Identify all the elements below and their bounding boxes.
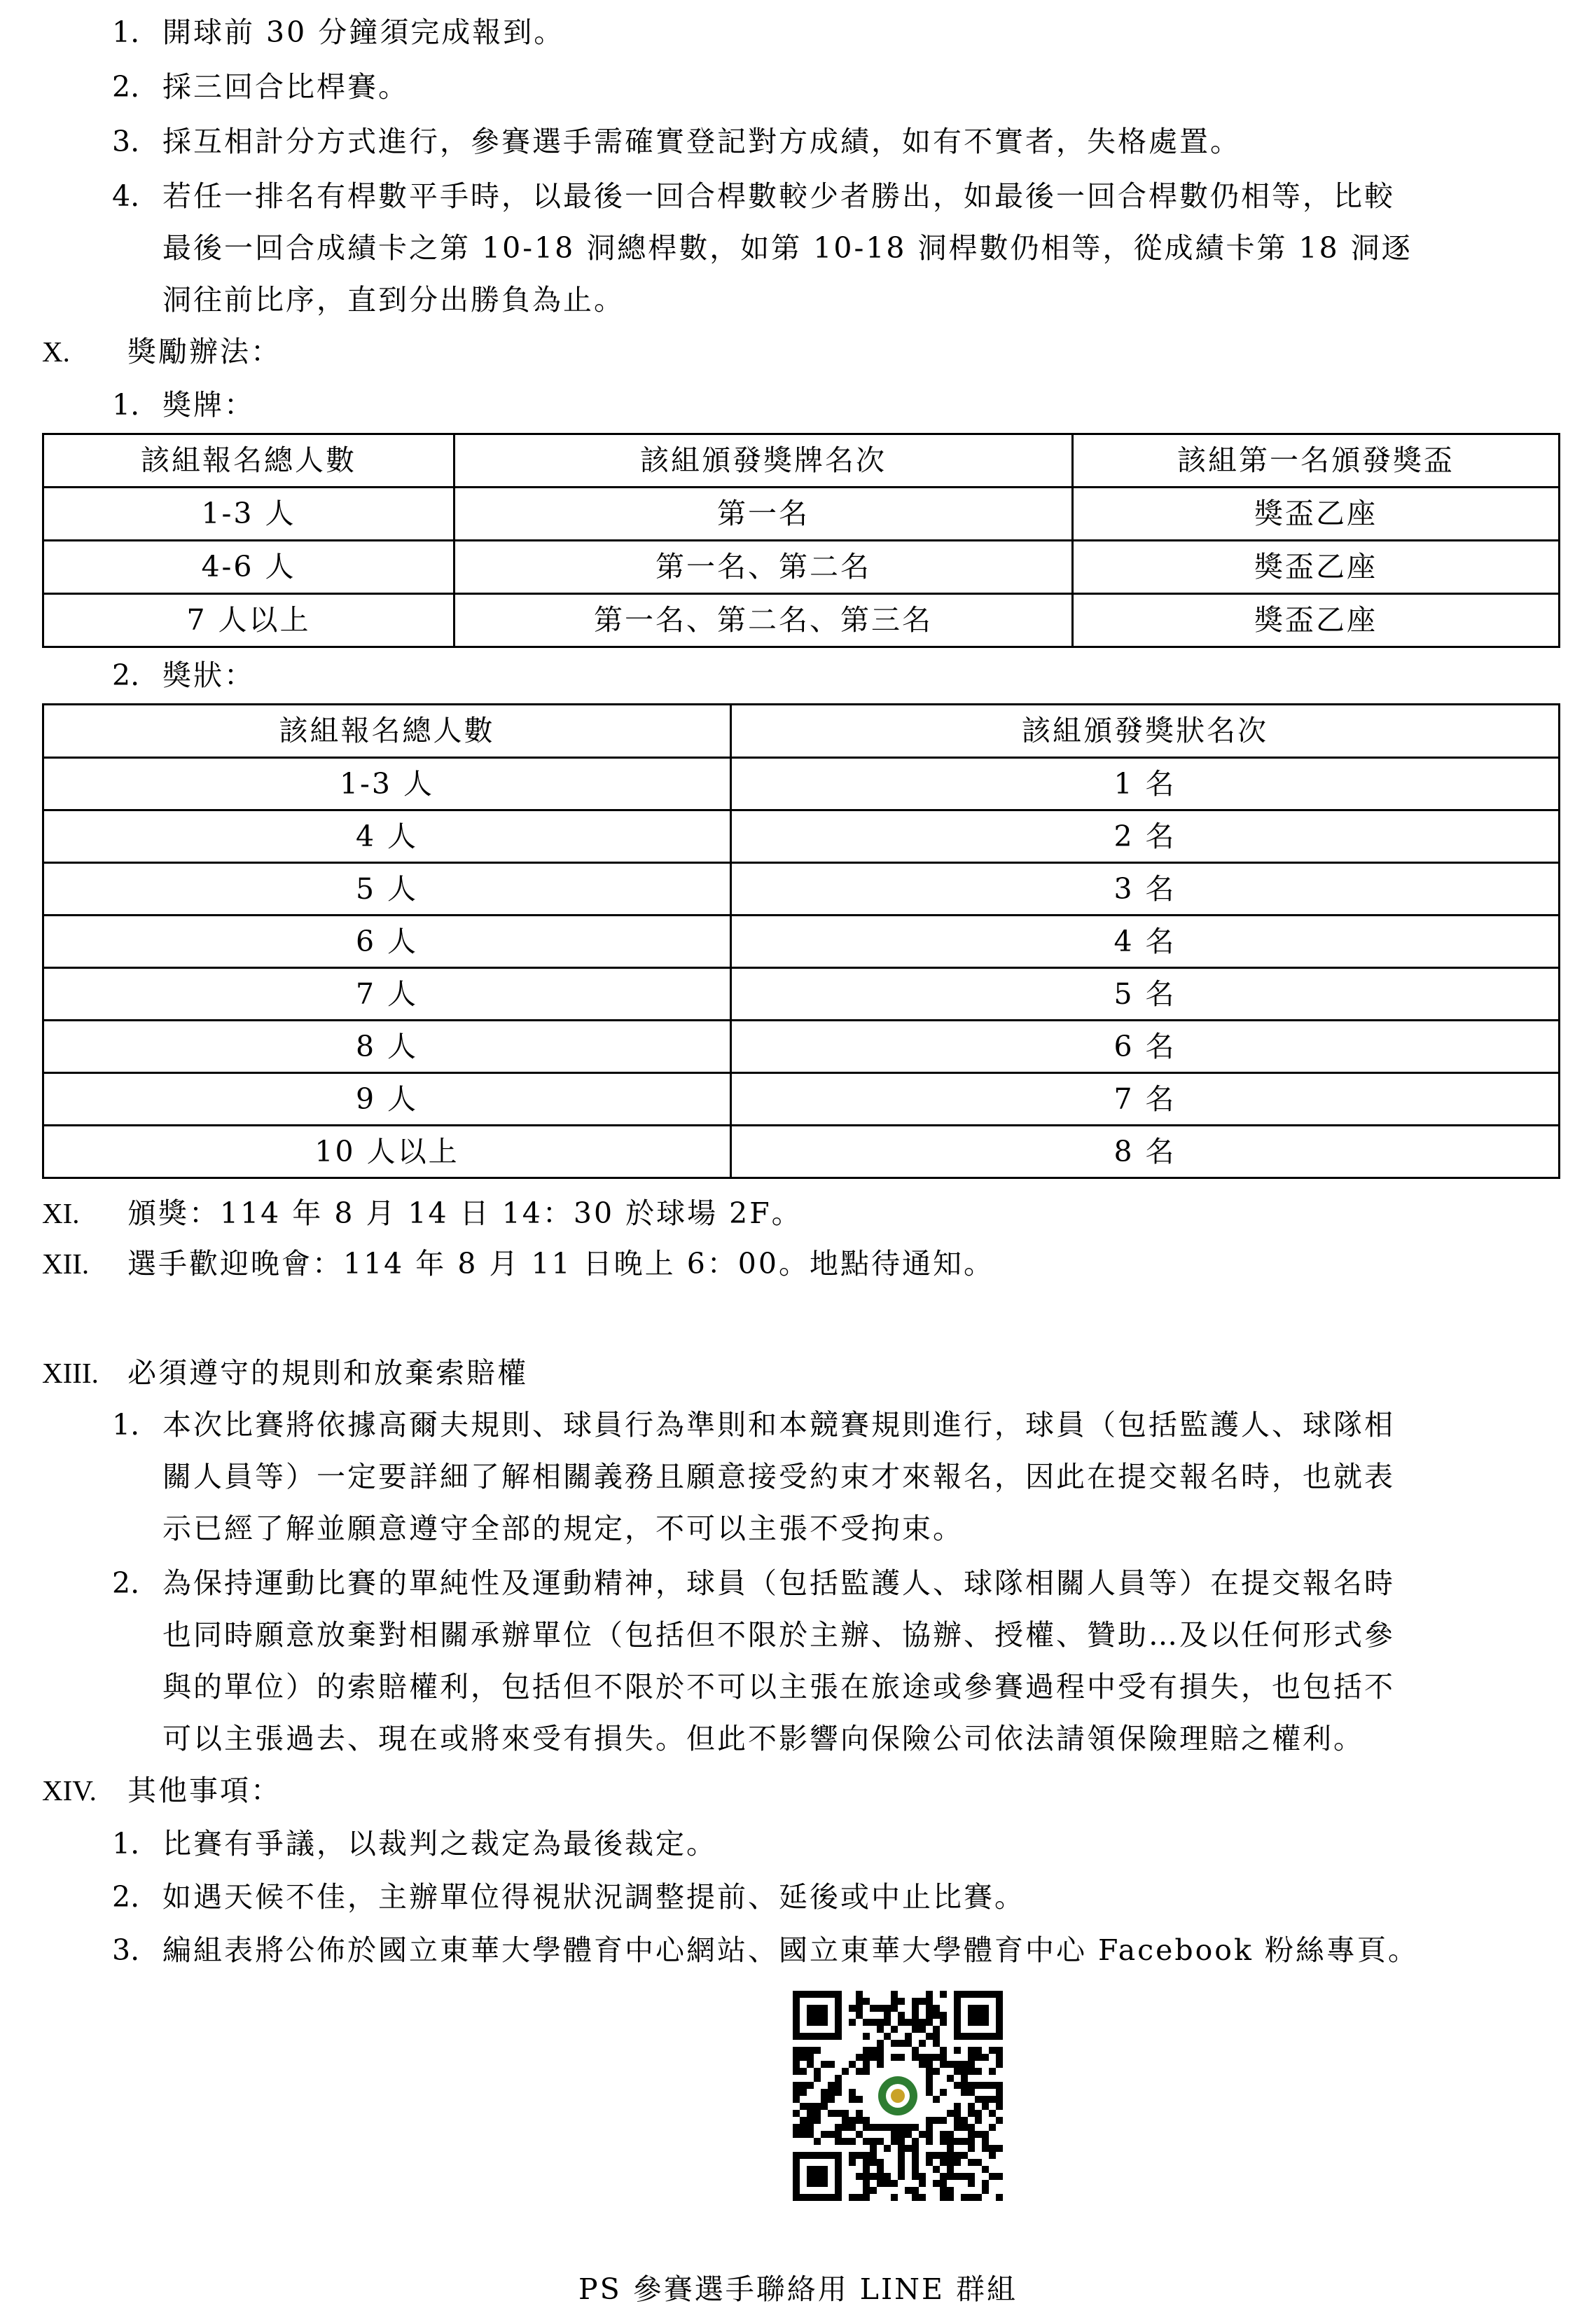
table-cell: 8 人	[43, 1021, 731, 1073]
qr-caption: PS 參賽選手聯絡用 LINE 群組	[578, 2272, 1018, 2306]
section-xiii-item-2-number: 2.	[112, 1566, 140, 1600]
table-row	[43, 1073, 1560, 1126]
table-cell: 6 人	[43, 916, 731, 968]
rule-item-2-text: 採三回合比桿賽。	[162, 70, 409, 104]
table-cell: 4-6 人	[43, 541, 454, 594]
section-xii-text: 選手歡迎晚會：114 年 8 月 11 日晚上 6：00。地點待通知。	[127, 1247, 994, 1280]
section-xi-text: 頒獎：114 年 8 月 14 日 14：30 於球場 2F。	[127, 1196, 803, 1230]
rule-item-2-number: 2.	[112, 70, 140, 104]
table-row	[43, 1126, 1560, 1178]
table-row	[43, 488, 1560, 541]
table-cell: 第一名、第二名、第三名	[454, 594, 1073, 647]
certificate-header-ranks: 該組頒發獎狀名次	[731, 705, 1560, 758]
rule-item-4-line-1: 若任一排名有桿數平手時，以最後一回合桿數較少者勝出，如最後一回合桿數仍相等，比較	[162, 179, 1395, 213]
line-group-qr-code-icon[interactable]	[793, 1991, 1003, 2201]
table-cell: 1 名	[731, 758, 1560, 810]
section-xii-number: XII.	[42, 1248, 90, 1280]
section-xi-number: XI.	[42, 1197, 80, 1229]
medal-header-trophy: 該組第一名頒發獎盃	[1073, 434, 1560, 488]
table-row	[43, 968, 1560, 1021]
table-cell: 3 名	[731, 863, 1560, 916]
section-xiv-item-2-number: 2.	[112, 1880, 140, 1914]
table-cell: 4 名	[731, 916, 1560, 968]
section-xiv-item-1-number: 1.	[112, 1827, 140, 1860]
section-xiv-item-3-number: 3.	[112, 1933, 140, 1967]
table-cell: 7 人	[43, 968, 731, 1021]
section-xiii-number: XIII.	[42, 1357, 99, 1389]
certificate-table-header-row	[43, 705, 1560, 758]
table-cell: 獎盃乙座	[1073, 488, 1560, 541]
medal-header-total: 該組報名總人數	[43, 434, 454, 488]
table-row	[43, 916, 1560, 968]
table-row	[43, 594, 1560, 647]
section-xiii-item-2-line-4: 可以主張過去、現在或將來受有損失。但此不影響向保險公司依法請領保險理賠之權利。	[162, 1722, 1364, 1755]
rule-item-1-text: 開球前 30 分鐘須完成報到。	[162, 15, 565, 49]
rule-item-3-text: 採互相計分方式進行，參賽選手需確實登記對方成績，如有不實者，失格處置。	[162, 125, 1241, 158]
section-xiii-item-2-line-1: 為保持運動比賽的單純性及運動精神，球員（包括監護人、球隊相關人員等）在提交報名時	[162, 1566, 1395, 1600]
medal-header-ranks: 該組頒發獎牌名次	[454, 434, 1073, 488]
table-row	[43, 1021, 1560, 1073]
medal-label: 獎牌：	[162, 388, 255, 422]
table-cell: 4 人	[43, 810, 731, 863]
table-cell: 8 名	[731, 1126, 1560, 1178]
certificate-label-number: 2.	[112, 658, 140, 692]
section-xiii-item-1-number: 1.	[112, 1408, 140, 1442]
section-xiv-item-1-text: 比賽有爭議，以裁判之裁定為最後裁定。	[162, 1827, 717, 1860]
table-row	[43, 758, 1560, 810]
table-cell: 6 名	[731, 1021, 1560, 1073]
table-row	[43, 810, 1560, 863]
table-cell: 5 名	[731, 968, 1560, 1021]
section-xiii-title: 必須遵守的規則和放棄索賠權	[127, 1356, 528, 1390]
table-row	[43, 863, 1560, 916]
table-cell: 第一名、第二名	[454, 541, 1073, 594]
table-cell: 10 人以上	[43, 1126, 731, 1178]
medal-table	[42, 433, 1560, 648]
rule-item-4-line-2: 最後一回合成績卡之第 10-18 洞總桿數，如第 10-18 洞桿數仍相等，從成績卡第 18 洞逐	[162, 231, 1413, 265]
table-cell: 7 名	[731, 1073, 1560, 1126]
section-xiii-item-1-line-3: 示已經了解並願意遵守全部的規定，不可以主張不受拘束。	[162, 1512, 964, 1545]
section-x-number: X.	[42, 336, 70, 368]
rule-item-3-number: 3.	[112, 125, 140, 158]
rule-item-1-number: 1.	[112, 15, 140, 49]
section-xiv-item-3-text: 編組表將公佈於國立東華大學體育中心網站、國立東華大學體育中心 Facebook 粉絲專頁。	[162, 1933, 1419, 1967]
section-xiv-title: 其他事項：	[127, 1774, 282, 1807]
table-row	[43, 541, 1560, 594]
certificate-header-total: 該組報名總人數	[43, 705, 731, 758]
table-cell: 5 人	[43, 863, 731, 916]
table-cell: 9 人	[43, 1073, 731, 1126]
table-cell: 2 名	[731, 810, 1560, 863]
medal-label-number: 1.	[112, 388, 140, 422]
section-xiii-item-2-line-3: 與的單位）的索賠權利，包括但不限於不可以主張在旅途或參賽過程中受有損失，也包括不	[162, 1670, 1395, 1704]
rule-item-4-line-3: 洞往前比序，直到分出勝負為止。	[162, 283, 625, 317]
section-xiv-number: XIV.	[42, 1774, 97, 1807]
rule-item-4-number: 4.	[112, 179, 140, 213]
section-xiii-item-2-line-2: 也同時願意放棄對相關承辦單位（包括但不限於主辦、協辦、授權、贊助…及以任何形式參	[162, 1618, 1395, 1652]
section-xiii-item-1-line-2: 關人員等）一定要詳細了解相關義務且願意接受約束才來報名，因此在提交報名時，也就表	[162, 1460, 1395, 1493]
section-xiii-item-1-line-1: 本次比賽將依據高爾夫規則、球員行為準則和本競賽規則進行，球員（包括監護人、球隊相	[162, 1408, 1395, 1442]
certificate-label: 獎狀：	[162, 658, 255, 692]
table-cell: 第一名	[454, 488, 1073, 541]
section-xiv-item-2-text: 如遇天候不佳，主辦單位得視狀況調整提前、延後或中止比賽。	[162, 1880, 1025, 1914]
certificate-table	[42, 703, 1560, 1179]
table-cell: 獎盃乙座	[1073, 541, 1560, 594]
section-x-title: 獎勵辦法：	[127, 335, 282, 368]
table-cell: 1-3 人	[43, 758, 731, 810]
table-cell: 1-3 人	[43, 488, 454, 541]
table-cell: 獎盃乙座	[1073, 594, 1560, 647]
table-cell: 7 人以上	[43, 594, 454, 647]
medal-table-header-row	[43, 434, 1560, 488]
